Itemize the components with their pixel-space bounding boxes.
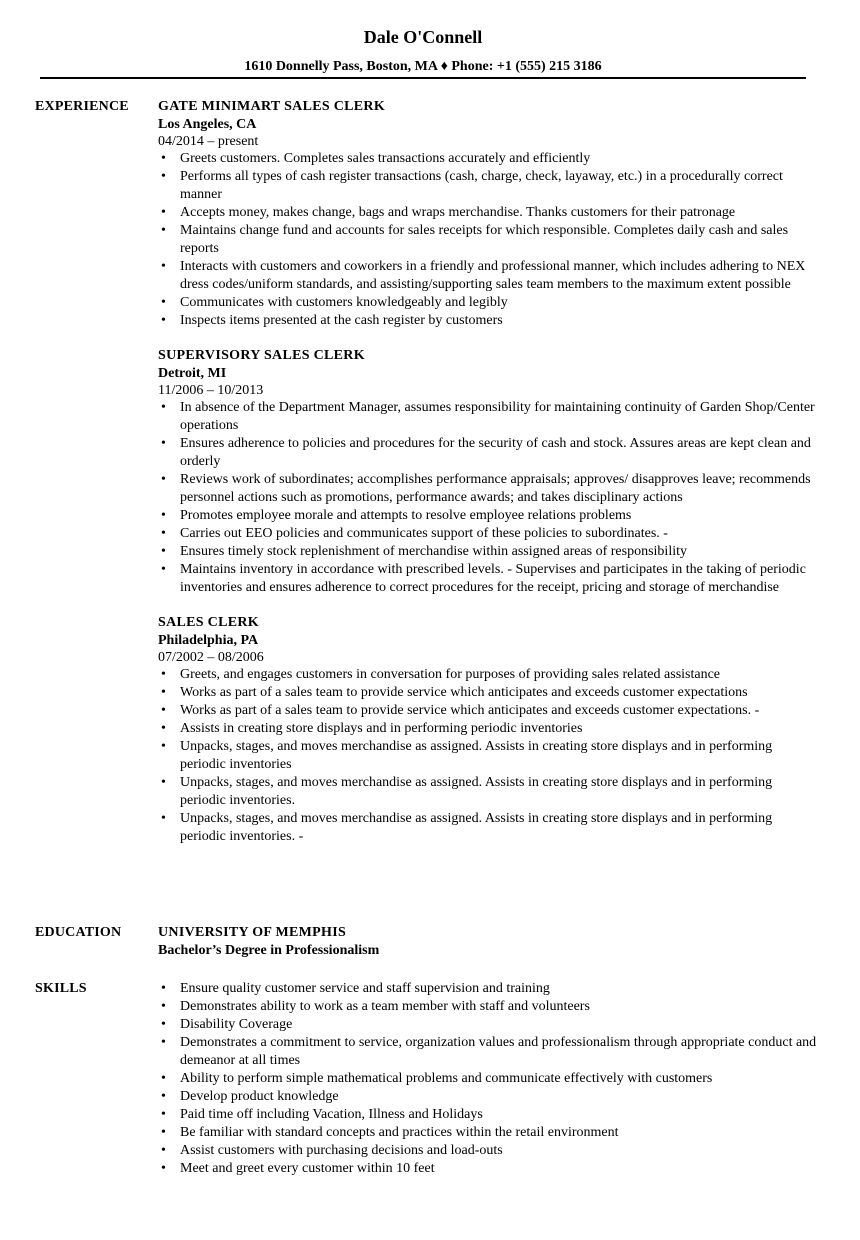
job-dates: 04/2014 – present [158, 134, 259, 149]
skill-item: • Ensure quality customer service and staff supervision and training [158, 980, 818, 998]
job-bullets [158, 150, 818, 330]
bullet-item: • Interacts with customers and coworkers in a friendly and professional manner, which includes adhering to NEX dress codes/uniform standards, and assisting/supporting sales team members to the maximum extent possible [158, 258, 818, 294]
bullet-item: • Greets customers. Completes sales transactions accurately and efficiently [158, 150, 818, 168]
skill-item: • Develop product knowledge [158, 1088, 818, 1106]
bullet-item: • Works as part of a sales team to provide service which anticipates and exceeds customer expectations [158, 684, 818, 702]
job-location: Philadelphia, PA [158, 633, 259, 648]
job-location: Detroit, MI [158, 366, 227, 381]
school-name: UNIVERSITY OF MEMPHIS [158, 925, 347, 940]
job-title: SALES CLERK [158, 615, 259, 630]
bullet-item: • Accepts money, makes change, bags and wraps merchandise. Thanks customers for their patronage [158, 204, 818, 222]
section-label-education: EDUCATION [35, 925, 122, 940]
skills-body [158, 980, 818, 1178]
bullet-item: • Unpacks, stages, and moves merchandise as assigned. Assists in creating store displays and in performing periodic inventories [158, 738, 818, 774]
bullet-item: • Ensures adherence to policies and procedures for the security of cash and stock. Assures areas are kept clean and orderly [158, 435, 818, 471]
section-label-skills: SKILLS [35, 981, 87, 996]
job-entry [158, 98, 818, 330]
experience-body [158, 98, 818, 863]
skill-item: • Demonstrates a commitment to service, organization values and professionalism through appropriate conduct and demeanor at all times [158, 1034, 818, 1070]
bullet-item: • In absence of the Department Manager, assumes responsibility for maintaining continuity of Garden Shop/Center operations [158, 399, 818, 435]
contact-line: 1610 Donnelly Pass, Boston, MA ♦ Phone: +1 (555) 215 3186 [244, 59, 602, 74]
degree-name: Bachelor’s Degree in Professionalism [158, 943, 380, 958]
bullet-item: • Unpacks, stages, and moves merchandise as assigned. Assists in creating store displays and in performing periodic inventories. [158, 774, 818, 810]
job-location: Los Angeles, CA [158, 117, 257, 132]
job-entry [158, 347, 818, 597]
bullet-item: • Communicates with customers knowledgeably and legibly [158, 294, 818, 312]
skill-item: • Ability to perform simple mathematical problems and communicate effectively with customers [158, 1070, 818, 1088]
bullet-item: • Works as part of a sales team to provide service which anticipates and exceeds customer expectations. - [158, 702, 818, 720]
bullet-item: • Unpacks, stages, and moves merchandise as assigned. Assists in creating store displays and in performing periodic inventories. - [158, 810, 818, 846]
job-title: GATE MINIMART SALES CLERK [158, 99, 386, 114]
header-divider [40, 77, 806, 79]
bullet-item: • Maintains inventory in accordance with prescribed levels. - Supervises and participates in the taking of periodic inventories and ensures adherence to correct procedures for the receipt, pricing and storage of merchandise [158, 561, 818, 597]
bullet-item: • Promotes employee morale and attempts to resolve employee relations problems [158, 507, 818, 525]
skill-item: • Paid time off including Vacation, Illness and Holidays [158, 1106, 818, 1124]
bullet-item: • Reviews work of subordinates; accomplishes performance appraisals; approves/ disapproves leave; recommends personnel actions such as promotions, performance awards; and takes disciplinary actions [158, 471, 818, 507]
job-bullets [158, 399, 818, 597]
bullet-item: • Maintains change fund and accounts for sales receipts for which responsible. Completes daily cash and sales reports [158, 222, 818, 258]
job-dates: 07/2002 – 08/2006 [158, 650, 264, 665]
skill-item: • Meet and greet every customer within 10 feet [158, 1160, 818, 1178]
resume-name: Dale O'Connell [363, 27, 483, 47]
job-entry [158, 614, 818, 846]
skills-list [158, 980, 818, 1178]
job-dates: 11/2006 – 10/2013 [158, 383, 264, 398]
job-title: SUPERVISORY SALES CLERK [158, 348, 365, 363]
bullet-item: • Assists in creating store displays and in performing periodic inventories [158, 720, 818, 738]
bullet-item: • Performs all types of cash register transactions (cash, charge, check, layaway, etc.) in a procedurally correct manner [158, 168, 818, 204]
skill-item: • Assist customers with purchasing decisions and load-outs [158, 1142, 818, 1160]
job-bullets [158, 666, 818, 846]
bullet-item: • Carries out EEO policies and communicates support of these policies to subordinates. - [158, 525, 818, 543]
education-body [158, 924, 818, 959]
bullet-item: • Ensures timely stock replenishment of merchandise within assigned areas of responsibility [158, 543, 818, 561]
bullet-item: • Greets, and engages customers in conversation for purposes of providing sales related assistance [158, 666, 818, 684]
skill-item: • Demonstrates ability to work as a team member with staff and volunteers [158, 998, 818, 1016]
bullet-item: • Inspects items presented at the cash register by customers [158, 312, 818, 330]
skill-item: • Disability Coverage [158, 1016, 818, 1034]
skill-item: • Be familiar with standard concepts and practices within the retail environment [158, 1124, 818, 1142]
section-label-experience: EXPERIENCE [35, 99, 129, 114]
